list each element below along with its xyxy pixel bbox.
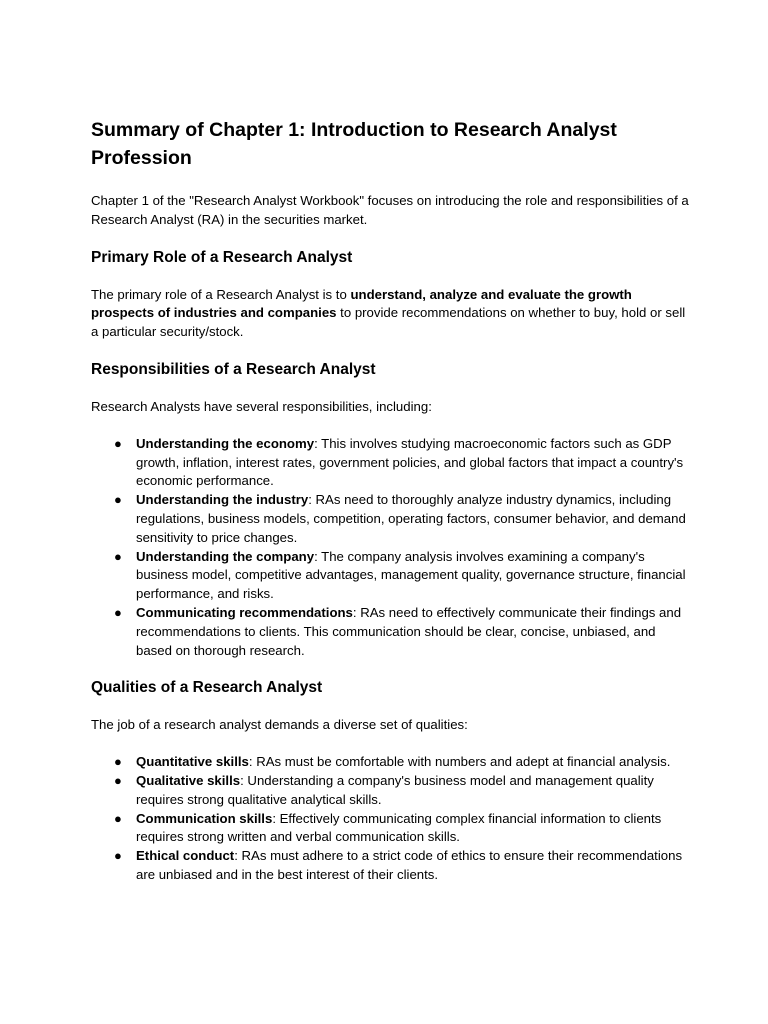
bullet-icon: ● — [114, 492, 122, 508]
qualities-list — [91, 753, 691, 885]
intro-paragraph: Chapter 1 of the "Research Analyst Workbook" focuses on introducing the role and responsibilities of a Research Analyst (RA) in the securities market. — [91, 193, 689, 227]
bullet-icon: ● — [114, 848, 122, 864]
bullet-icon: ● — [114, 810, 122, 826]
responsibilities-intro: Research Analysts have several responsibilities, including: — [91, 398, 432, 414]
page-title: Summary of Chapter 1: Introduction to Research Analyst Profession — [91, 119, 617, 169]
list-item — [91, 548, 691, 604]
list-item-text: : RAs must adhere to a strict code of ethics to ensure their recommendations are unbiased and in the best interest of their clients. — [136, 848, 683, 882]
bullet-icon: ● — [114, 604, 122, 620]
responsibilities-list — [91, 435, 691, 661]
qualities-heading: Qualities of a Research Analyst — [91, 679, 323, 697]
list-item-term: Communication skills — [136, 810, 273, 826]
list-item — [91, 810, 691, 848]
list-item-text: : RAs need to thoroughly analyze industry dynamics, including regulations, business models, competition, operating factors, consumer behavior, and demand sensitivity to price changes. — [136, 492, 686, 545]
list-item — [91, 435, 691, 491]
list-item-text: : Effectively communicating complex financial information to clients requires strong written and verbal communication skills. — [136, 810, 662, 845]
primary-role-text-bold: understand, analyze and evaluate the growth prospects of industries and companies — [91, 286, 632, 321]
responsibilities-heading: Responsibilities of a Research Analyst — [91, 360, 376, 378]
primary-role-text-before: The primary role of a Research Analyst is to — [91, 286, 351, 302]
primary-role-paragraph — [91, 286, 691, 342]
bullet-icon: ● — [114, 772, 122, 788]
list-item — [91, 753, 691, 772]
list-item — [91, 491, 691, 547]
bullet-icon: ● — [114, 435, 122, 451]
list-item — [91, 847, 691, 885]
list-item — [91, 772, 691, 810]
list-item-text: : This involves studying macroeconomic factors such as GDP growth, inflation, interest rates, government policies, and global factors that impact a country's economic performance. — [136, 435, 684, 489]
qualities-intro: The job of a research analyst demands a diverse set of qualities: — [91, 717, 468, 733]
bullet-icon: ● — [114, 548, 122, 564]
list-item — [91, 604, 691, 660]
primary-role-text-after: to provide recommendations on whether to buy, hold or sell a particular security/stock. — [91, 305, 686, 340]
list-item-text: : RAs must be comfortable with numbers and adept at financial analysis. — [248, 754, 671, 770]
list-item-term: Quantitative skills — [136, 754, 249, 770]
document-content — [91, 116, 691, 903]
list-item-text: : The company analysis involves examining a company's business model, competitive advantages, management quality, governance structure, financial performance, and risks. — [136, 548, 686, 602]
list-item-term: Qualitative skills — [136, 772, 241, 788]
list-item-term: Ethical conduct — [136, 848, 235, 864]
bullet-icon: ● — [114, 754, 122, 770]
list-item-text: : Understanding a company's business model and management quality requires strong qualitative analytical skills. — [136, 772, 654, 807]
list-item-term: Communicating recommendations — [136, 604, 353, 620]
list-item-text: : RAs need to effectively communicate their findings and recommendations to clients. This communication should be clear, concise, unbiased, and based on thorough research. — [136, 604, 682, 658]
primary-role-heading: Primary Role of a Research Analyst — [91, 248, 353, 266]
list-item-term: Understanding the industry — [136, 492, 309, 508]
list-item-term: Understanding the company — [136, 548, 315, 564]
list-item-term: Understanding the economy — [136, 435, 315, 451]
